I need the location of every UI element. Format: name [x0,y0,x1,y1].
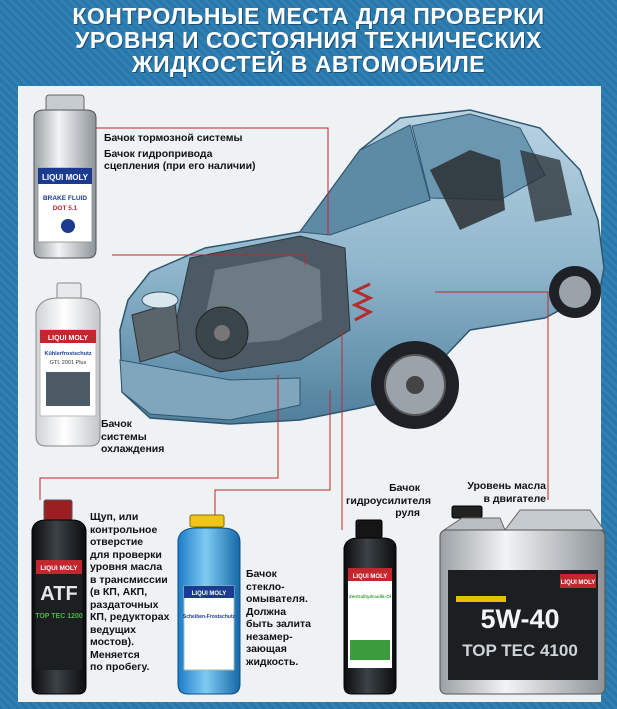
atf-product-name: ATF [40,583,78,605]
title-line-1: КОНТРОЛЬНЫЕ МЕСТА ДЛЯ ПРОВЕРКИ [72,3,545,29]
washer-brand: LIQUI MOLY [191,591,227,597]
canister-handle [505,510,604,530]
headlight [142,292,178,308]
washer-label: Бачок стекло- омывателя. Должна быть залита незамер- зающая жидкость. [246,568,311,668]
steering-fluid-bottle [344,520,396,694]
brake-brand: LIQUI MOLY [42,173,88,182]
title-line-3: ЖИДКОСТЕЙ В АВТОМОБИЛЕ [131,51,486,77]
brake-product-grade: DOT 5.1 [52,205,78,212]
washer-bottle [178,515,240,694]
coolant-product-name: Kühlerfrostschutz [44,351,92,357]
steering-brand: LIQUI MOLY [352,574,388,580]
brake-label: Бачок тормозной системы Бачок гидропривода сцепления (при его наличии) [104,132,256,172]
coolant-label: Бачок системы охлаждения [101,418,165,455]
steering-product-name: Zentralhydraulik-Öl [348,594,392,599]
oil-product-name: TOP TEC 4100 [462,641,578,660]
oil-grade: 5W-40 [480,604,560,634]
washer-product-name: Scheiben-Frostschutz [182,614,236,620]
coolant-bottle [36,283,100,446]
brake-fluid-bottle [34,95,96,258]
coolant-brand: LIQUI MOLY [47,335,89,342]
oil-brand: LIQUI MOLY [560,580,596,586]
atf-bottle [32,500,86,694]
engine-oil-canister [440,506,605,694]
atf-brand: LIQUI MOLY [40,565,78,572]
brake-product-name: BRAKE FLUID [42,195,88,202]
engine-oil-label: Уровень масла в двигателе [467,480,546,505]
title-line-2: УРОВНЯ И СОСТОЯНИЯ ТЕХНИЧЕСКИХ [75,27,542,53]
atf-product-grade: TOP TEC 1200 [35,613,83,620]
coolant-product-grade: GTL 2001 Plus [49,360,87,366]
power-steering-label: Бачок гидроусилителя руля [346,482,431,519]
transmission-label: Щуп, или контрольное отверстие для проверки уровня масла в трансмиссии (в КП, АКП, раздаточных КП, редукторах ведущих мостов). Меняется по пробегу. [90,511,170,673]
